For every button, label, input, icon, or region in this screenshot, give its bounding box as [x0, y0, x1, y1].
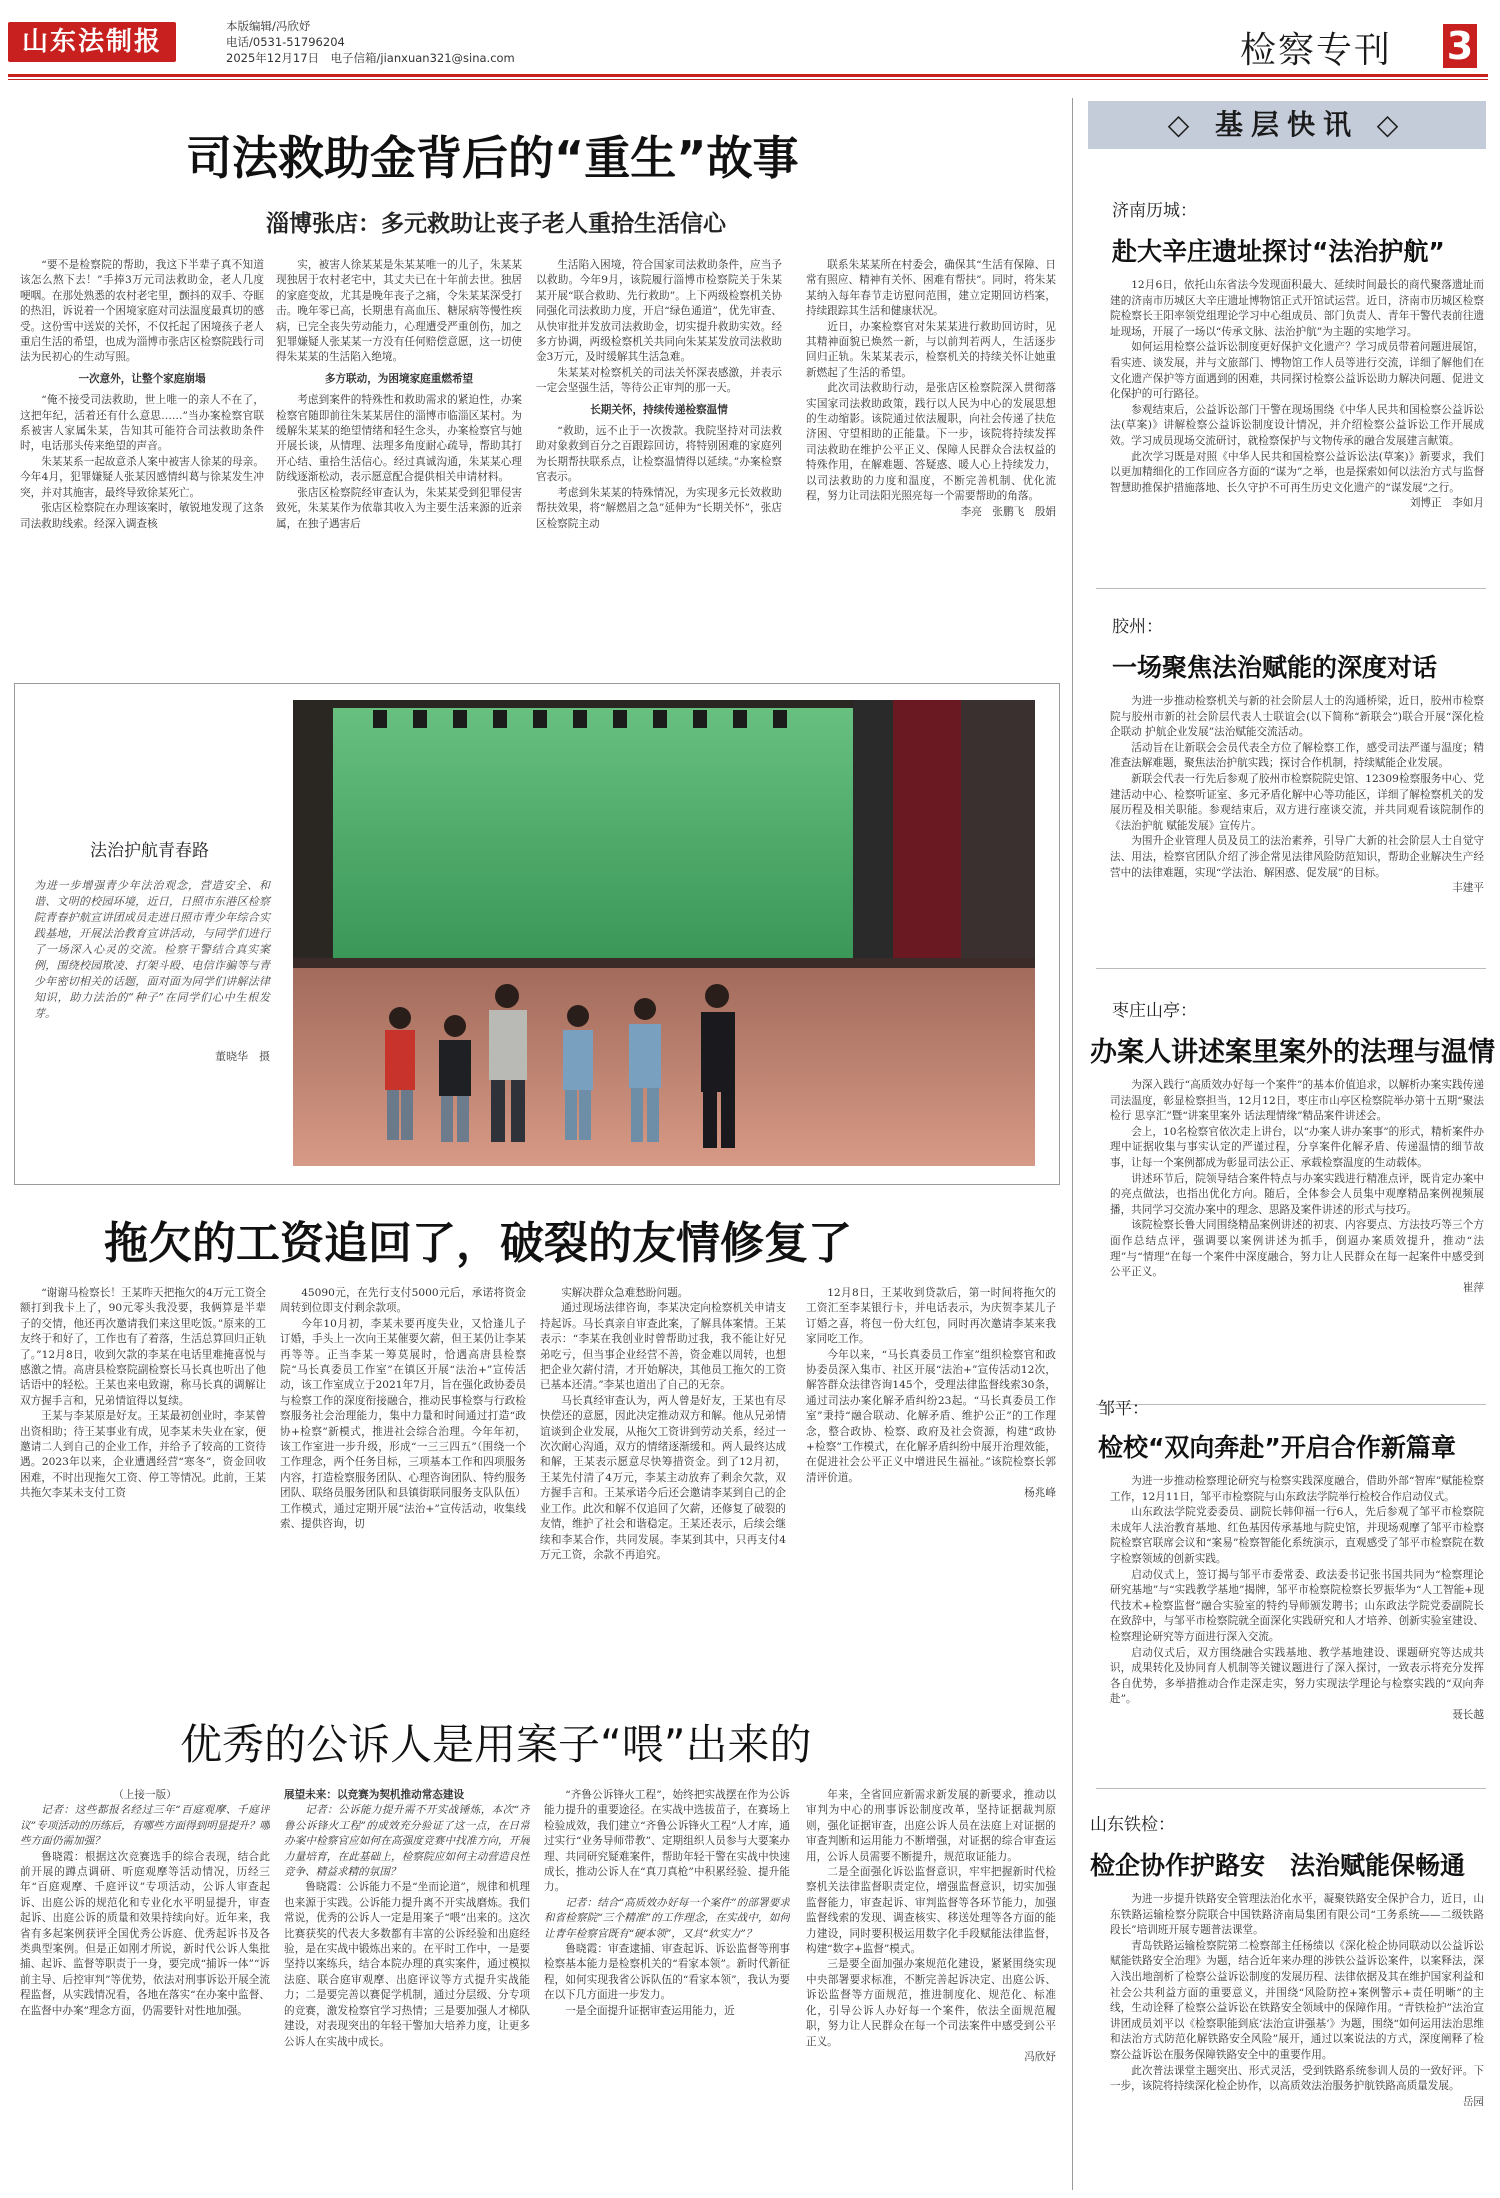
- sidebar-separator: [1096, 1404, 1486, 1405]
- story3-headline: 优秀的公诉人是用案子“喂”出来的: [180, 1720, 812, 1769]
- paragraph: 朱某某对检察机关的司法关怀深表感激，并表示一定会坚强生活，等待公正审判的那一天。: [536, 366, 782, 395]
- story3-column-4: [806, 1788, 1056, 2190]
- newspaper-logo: 山东法制报: [8, 22, 176, 62]
- byline: 冯欣妤: [1024, 2050, 1056, 2063]
- sidebar-item-body: [1110, 1078, 1484, 1398]
- sidebar-separator: [1096, 968, 1486, 969]
- story3-column-2: [284, 1788, 530, 2190]
- paragraph: 近日，办案检察官对朱某某进行救助回访时，见其精神面貌已焕然一新，与以前判若两人，生活逐步回归正轨。朱某某表示，检察机关的持续关怀让她重新燃起了生活的希望。: [806, 320, 1056, 379]
- paragraph: 为围升企业管理人员及员工的法治素养，引导广大新的社会阶层人士自觉守法、用法，检察官团队介绍了涉企常见法律风险防范知识，帮助企业解决生产经营中的法律难题，实现“学法治、解困惑、促发展”的目标。: [1110, 835, 1484, 879]
- sidebar-item-body: [1110, 1892, 1484, 2190]
- story3-column-1: [20, 1788, 270, 2190]
- answer: 鲁晓霞：公诉能力不是“坐而论道”，规律和机理也来源于实践。公诉能力提升离不开实战磨炼。我们常说，优秀的公诉人一定是用案子“喂”出来的。这次比赛获奖的代表大多数都有丰富的公诉经验和出庭经验，是在实战中锻炼出来的。在平时工作中，一是要坚持以案练兵，结合本院办理的真实案件，通过模拟法庭、联合庭审观摩、出庭评议等方式提升实战能力；二是要完善以赛促学机制，通过分层级、分专项的竞赛，激发检察官学习热情；三是要加强人才梯队建设，对表现突出的年轻干警加大培养力度，让更多公诉人在实战中成长。: [284, 1881, 530, 2048]
- paragraph: 此次普法课堂主题突出、形式灵活，受到铁路系统参训人员的一致好评。下一步，该院将持续深化检企协作，以高质效法治服务护航铁路高质量发展。: [1110, 2064, 1484, 2093]
- sidebar-label: ◇ 基层快讯 ◇: [1167, 108, 1407, 141]
- paragraph: 联系朱某某所在村委会，确保其“生活有保障、日常有照应、精神有关怀、困难有帮扶”。同时，将朱某某纳入每年春节走访慰问范围，建立定期回访档案，持续跟踪其生活和健康状况。: [806, 259, 1056, 318]
- paragraph: “俺不接受司法救助，世上唯一的亲人不在了，这把年纪，活着还有什么意思……”当办案检察官联系被害人家属朱某，告知其可能符合司法救助条件时，电话那头传来绝望的声音。: [20, 394, 264, 453]
- column-divider: [1072, 98, 1073, 2190]
- question: 记者：公诉能力提升需不开实战锤炼，本次“齐鲁公诉锋火工程”的成效充分验证了这一点，在日常办案中检察官应如何在高强度竞赛中找准方向，开展力量培育，在此基础上，检察院应如何主动营造良性竞争、精益求精的氛围？: [284, 1804, 530, 1879]
- paragraph: 新联会代表一行先后参观了胶州市检察院院史馆、12309检察服务中心、党建活动中心、检察听证室、多元矛盾化解中心等功能区，详细了解检察机关的发展历程及相关职能。参观结束后，双方进行座谈交流，并共同观看该院制作的《法治护航 赋能发展》宣传片。: [1110, 772, 1484, 832]
- paragraph: 如何运用检察公益诉讼制度更好保护文化遗产？学习成员带着问题进展馆，看实迹、谈发展，并与文旅部门、博物馆工作人员等进行交流，详细了解他们在文化遗产保护等方面遇到的困难，共同探讨检察公益诉讼助力解决问题、促进文化保护的可行路径。: [1110, 341, 1484, 401]
- section-subhead: 展望未来：以竞赛为契机推动常态建设: [284, 1789, 465, 1801]
- sidebar-item-title: 办案人讲述案里案外的法理与温情: [1090, 1037, 1495, 1068]
- paragraph: 王某与李某原是好友。王某最初创业时，李某曾出资相助；待王某事业有成，见李某未失业在家，便邀请二人到自己的企业工作，并给予了较高的工资待遇。2023年以来，企业遭遇经营“寒冬”，资金回收困难，不时出现拖欠工资、停工等情况。此前，王某共拖欠李某未支付工资: [20, 1410, 266, 1500]
- byline: 刘博正 李如月: [1409, 497, 1484, 510]
- section-subhead: 多方联动，为困境家庭重燃希望: [324, 372, 474, 385]
- header-rule: [8, 74, 1488, 77]
- answer: 二是全面强化诉讼监督意识，牢牢把握新时代检察机关法律监督职责定位，增强监督意识，切实加强监督能力，审查起诉、审判监督等各环节能力，加强监督线索的发现、调查核实、移送处理等各方面的能力建设，同时要积极运用数字化手段赋能法律监督，构建“数字+监督”模式。: [806, 1866, 1056, 1956]
- paragraph: 张店区检察院在办理该案时，敏锐地发现了这条司法救助线索。经深入调查核: [20, 502, 264, 530]
- story1-column-1: [20, 258, 264, 656]
- paragraph: 参观结束后，公益诉讼部门干警在现场围绕《中华人民共和国检察公益诉讼法(草案)》讲解检察公益诉讼制度设计情况，并介绍检察公益诉讼工作开展成效。学习成员现场交流研讨，就检察保护与文物传承的融合发展建言献策。: [1110, 403, 1484, 447]
- sidebar-item-title: 赴大辛庄遗址探讨“法治护航”: [1112, 237, 1445, 266]
- paragraph: 45090元，在先行支付5000元后，承诺将资金周转到位即支付剩余款项。: [280, 1287, 526, 1315]
- photo-byline: 董晓华 摄: [215, 1050, 270, 1063]
- paragraph: 张店区检察院经审查认为，朱某某受到犯罪侵害致死，朱某某作为依靠其收入为主要生活来源的近亲属，在独子遇害后: [276, 486, 522, 530]
- paragraph: “救助，远不止于一次拨款。我院坚持对司法救助对象救到百分之百跟踪回访，将特别困难的家庭列为长期帮扶联系点，让检察温情得以延续。”办案检察官表示。: [536, 425, 782, 484]
- paragraph: 通过现场法律咨询，李某决定向检察机关申请支持起诉。马长真亲自审查此案，了解具体案情。王某表示：“李某在我创业时曾帮助过我，我不能让好兄弟吃亏，但当事企业经营不善，资金难以周转，也想把企业欠薪付清，才开始解决，其他员工拖欠的工资已基本还清。”李某也道出了自己的无奈。: [540, 1302, 786, 1392]
- editor-line: 本版编辑/冯欣妤: [226, 19, 311, 33]
- paragraph: 12月6日，依托山东省法今发现面积最大、延续时间最长的商代聚落遗址而建的济南市历城区大辛庄遗址博物馆正式开馆试运营。近日，济南市历城区检察院检察长王阳率领党组理论学习中心组成员、部门负责人、青年干警代表前往遗址现场，开展了一场以“传承文脉、法治护航”为主题的实地学习。: [1110, 279, 1484, 338]
- paragraph: 为进一步推动检察理论研究与检察实践深度融合，借助外部“智库”赋能检察工作，12月11日，邹平市检察院与山东政法学院举行检校合作启动仪式。: [1110, 1475, 1484, 1503]
- paragraph: 考虑到朱某某的特殊情况，为实现多元长效救助帮扶效果，将“解燃眉之急”延伸为“长期关怀”，张店区检察院主动: [536, 486, 782, 530]
- section-subhead: 长期关怀，持续传递检察温情: [590, 403, 728, 416]
- sidebar-item-body: [1110, 278, 1484, 572]
- sidebar-item-title: 检校“双向奔赴”开启合作新篇章: [1098, 1433, 1456, 1462]
- paragraph: “要不是检察院的帮助，我这下半辈子真不知道该怎么熬下去！”手捧3万元司法救助金，老人几度哽咽。在那处熟悉的农村老宅里，颤抖的双手、夺眶的热泪，诉说着一个困境家庭对司法温度最真切的感受。这份雪中送炭的关怀，不仅托起了困境孩子老人重启生活的希望，也成为淄博市张店区检察院践行司法为民初心的生动写照。: [20, 259, 264, 364]
- paragraph: 朱某某系一起故意杀人案中被害人徐某的母亲。今年4月，犯罪嫌疑人张某因感情纠葛与徐某发生冲突，并对其施害，最终导致徐某死亡。: [20, 455, 264, 499]
- date-email-line: 2025年12月17日 电子信箱/jianxuan321@sina.com: [226, 51, 515, 65]
- story3-column-3: [544, 1788, 790, 2190]
- sidebar-item-location: 枣庄山亭：: [1112, 1001, 1197, 1021]
- paragraph: 为深入践行“高质效办好每一个案件”的基本价值追求，以解析办案实践传递司法温度，彰显检察担当，12月12日，枣庄市山亭区检察院举办第十五期“聚法检行 思享汇”暨“讲案里案外 话法理情缘”精品案件讲述会。: [1110, 1079, 1484, 1123]
- paragraph: 该院检察长鲁大同围绕精品案例讲述的初衷、内容要点、方法技巧等三个方面作总结点评，强调要以案例讲述为抓手，倒逼办案质效提升，推动“法理”与“情理”在每一个案件中深度融合，努力让人民群众在每一起案件中感受到公平正义。: [1110, 1219, 1484, 1279]
- sidebar-item-body: [1110, 694, 1484, 946]
- story2-headline: 拖欠的工资追回了，破裂的友情修复了: [104, 1218, 852, 1269]
- sidebar-item-location: 济南历城：: [1112, 201, 1197, 221]
- phone-line: 电话/0531-51796204: [226, 35, 345, 49]
- page-number: 3: [1443, 24, 1477, 68]
- paragraph: 会上，10名检察官依次走上讲台，以“办案人讲办案事”的形式，精析案件办理中证据收集与事实认定的严谨过程，分享案件化解矛盾、传递温情的细节故事，让每一个案例都成为彰显司法公正、承载检察温度的生动载体。: [1110, 1125, 1484, 1169]
- story2-column-1: [20, 1286, 266, 1636]
- byline: 聂长越: [1452, 1708, 1484, 1721]
- story2-column-2: [280, 1286, 526, 1636]
- paragraph: “谢谢马检察长！王某昨天把拖欠的4万元工资全额打到我卡上了，90元零头我没要，我俩算是半辈子的交情，他还再次邀请我们来这里吃饭。”原来的工友终于和好了，工作也有了着落，生活总算回归正轨了。”12月8日，收到欠款的李某在电话里难掩喜悦与感激之情。高唐县检察院副检察长马长真也听出了他话语中的轻松。王某也来电致谢，称马长真的调解让双方握手言和，兄弟情谊得以复续。: [20, 1287, 266, 1407]
- paragraph: 为进一步提升铁路安全管理法治化水平，凝聚铁路安全保护合力，近日，山东铁路运输检察分院联合中国铁路济南局集团有限公司“工务系统——二级铁路段长”培训班开展专题普法课堂。: [1110, 1893, 1484, 1937]
- answer: 一是全面提升证据审查运用能力，近: [565, 2004, 735, 2017]
- story1-subheadline: 淄博张店：多元救助让丧子老人重拾生活信心: [266, 211, 726, 237]
- paragraph: 实解决群众急难愁盼问题。: [561, 1287, 689, 1299]
- sidebar-item-title: 检企协作护路安 法治赋能保畅通: [1090, 1851, 1466, 1880]
- paragraph: 讲述环节后，院领导结合案件特点与办案实践进行精准点评，既肯定办案中的亮点做法，也指出优化方向。随后，全体参会人员集中观摩精品案例视频展播，共同学习交流办案中的理念、思路及案件讲述的形式与技巧。: [1110, 1172, 1484, 1216]
- paragraph: 山东政法学院党委委员、副院长韩仰福一行6人，先后参观了邹平市检察院未成年人法治教育基地、红色基因传承基地与院史馆，并现场观摩了邹平市检察院检察官联席会议和“案易”检察智能化系统演示，直观感受了邹平市检察院在数字检察领域的创新实践。: [1110, 1506, 1484, 1565]
- paragraph: 青岛铁路运输检察院第二检察部主任杨绩以《深化检企协同联动以公益诉讼赋能铁路安全治理》为题，结合近年来办理的涉铁公益诉讼案件，以案释法，深入浅出地剖析了检察公益诉讼制度的发展历程、法律依据及其在维护国家利益和社会公共利益方面的重要意义，并围绕“风险防控+案例警示+责任明晰”的主线，生动诠释了检察公益诉讼在铁路安全领域中的保障作用。“青铁检护”法治宣讲团成员刘平以《检察职能到底‘法治宣讲强基’》为题，围绕“如何运用法治思维和法治方式防范化解铁路安全风险”展开，通过以案说法的方式，深度阐释了检察公益诉讼在服务保障铁路安全中的重要作用。: [1110, 1939, 1484, 2061]
- continuation-note: （上接一版）: [113, 1789, 177, 1801]
- photo-caption-title: 法治护航青春路: [90, 841, 209, 861]
- section-title: 检察专刊: [1240, 30, 1393, 71]
- paragraph: 启动仪式上，签订揭与邹平市委常委、政法委书记张书国共同为“检察理论研究基地”与“实践教学基地”揭牌，邹平市检察院检察长罗振华为“人工智能+现代技术+检察监督”融合实验室的特约导师颁发聘书；山东政法学院党委副院长在致辞中，与邹平市检察院就全面深化实践研究和人才培养、创新实验室建设、检察理论研究等方面进行深入交流。: [1110, 1568, 1484, 1643]
- stage-photo: [293, 700, 1035, 1166]
- sidebar-item-body: [1110, 1474, 1484, 1760]
- paragraph: 12月8日，王某收到贷款后，第一时间将拖欠的工资汇至李某银行卡，并电话表示，为庆贺李某儿子订婚之喜，将包一份大红包，同时再次邀请李某来我家同吃工作。: [806, 1287, 1056, 1346]
- sidebar-separator: [1096, 588, 1486, 589]
- masthead-meta: [226, 18, 515, 66]
- sidebar-separator: [1096, 1788, 1486, 1789]
- answer: 三是要全面加强办案规范化建设，紧紧围绕实现中央部署要求标准，不断完善起诉决定、出庭公诉、诉讼监督等方面规范，推进制度化、规范化、标准化，引导公诉人办好每一个案件，依法全面规范履职，努力让人民群众在每一个司法案件中感受到公平正义。: [806, 1958, 1056, 2048]
- story1-headline: 司法救助金背后的“重生”故事: [186, 131, 799, 185]
- paragraph: 启动仪式后，双方围绕融合实践基地、教学基地建设、课题研究等达成共识，成果转化及协同育人机制等关键议题进行了深入探讨，一致表示将充分发挥各自优势，多举措推动合作走深走实，努力实现法学理论与检察实践的“双向奔赴”。: [1110, 1646, 1484, 1706]
- paragraph: 今年以来，“马长真委员工作室”组织检察官和政协委员深入集市、社区开展“法治+”宣传活动12次，解答群众法律咨询145个，受理法律监督线索30条，通过司法办案化解矛盾纠纷23起。“马长真委员工作室”秉持“融合联动、化解矛盾、维护公正”的工作理念，整合政协、检察、政府及社会资源，构建“政协+检察”工作模式，在化解矛盾纠纷中展开治理效能，在促进社会公平正义中增进民生福祉。”该院检察长郭清评价道。: [806, 1348, 1056, 1484]
- sidebar-item-location: 邹平：: [1098, 1399, 1149, 1419]
- paragraph: 此次司法救助行动，是张店区检察院深入贯彻落实国家司法救助政策，践行以人民为中心的发展思想的生动缩影。该院通过依法履职，向社会传递了扶危济困、守望相助的正能量。下一步，该院将持续发挥司法救助在维护公平正义、保障人民群众合法权益的特殊作用，在解难题、答疑惑、暖人心上持续发力，以司法救助的力度和温度，不断完善机制、优化流程，努力让司法阳光照亮每一个需要帮助的角落。: [806, 382, 1056, 503]
- byline: 丰建平: [1452, 882, 1484, 895]
- photo-caption-text: 为进一步增强青少年法治观念，营造安全、和谐、文明的校园环境，近日，日照市东港区检察院青春护航宣讲团成员走进日照市青少年综合实践基地，开展法治教育宣讲活动，与同学们进行了一场深入心灵的交流。检察干警结合真实案例，围绕校园欺凌、打架斗殴、电信诈骗等与青少年密切相关的话题，面对面为同学们讲解法律知识，助力法治的“种子”在同学们心中生根发芽。: [34, 879, 270, 1020]
- paragraph: 实，被害人徐某某是朱某某唯一的儿子，朱某某现独居于农村老宅中，其丈夫已在十年前去世。独居的家庭变故，尤其是晚年丧子之痛，令朱某某深受打击。晚年零已高，长期患有高血压、糖尿病等慢性疾病，已完全丧失劳动能力，心理遭受严重创伤，加之犯罪嫌疑人张某某一方没有任何赔偿意愿，这一切使得朱某某的生活陷入绝境。: [276, 259, 522, 364]
- sidebar-item-location: 山东铁检：: [1090, 1815, 1175, 1835]
- paragraph: 为进一步推动检察机关与新的社会阶层人士的沟通桥梁，近日，胶州市检察院与胶州市新的社会阶层代表人士联谊会(以下简称“新联会”)联合开展“深化检企联动 护航企业发展”法治赋能交流活动。: [1110, 695, 1484, 739]
- paragraph: 今年10月初，李某未要再度失业，又恰逢儿子订婚，手头上一次向王某催要欠薪，但王某仍让李某再等等。正当李某一筹莫展时，恰遇高唐县检察院“马长真委员工作室”在镇区开展“法治+”宣传活动，该工作室成立于2021年7月，旨在强化政协委员与检察工作的深度衔接融合，推动民事检察与行政检察服务社会治理能力，集中力量和时间通过打造“政协+检察”新模式，推进社会综合治理。今年年初，该工作室进一步升级，形成“一三三四五”（围绕一个工作理念，两个任务目标，三项基本工作和四项服务内容，打造检察服务团队、心理咨询团队、特约服务团队、联络员服务团队和县镇街联同服务支队队伍）工作模式，通过定期开展“法治+”宣传活动，收集线索、提供咨询，切: [280, 1317, 526, 1531]
- story2-column-3: [540, 1286, 786, 1636]
- section-subhead: 一次意外，让整个家庭崩塌: [78, 372, 206, 385]
- answer: 年来，全省回应新需求新发展的新要求，推动以审判为中心的刑事诉讼制度改革，坚持证据裁判原则，强化证据审查，出庭公诉人员在法庭上对证据的审查判断和运用能力不断增强，对证据的综合审查运用，公诉人员需要不断提升，规范取证能力。: [806, 1789, 1056, 1863]
- story1-column-4: [806, 258, 1056, 656]
- header-rule-thin: [8, 79, 1488, 80]
- answer: “齐鲁公诉锋火工程”，始终把实战摆在作为公诉能力提升的重要途径。在实战中选拔苗子，在赛场上检验成效，我们建立“齐鲁公诉锋火工程”人才库，通过实行“业务导师带教”、定期组织人员参与大要案办理、共同研究疑难案件，帮助年轻干警在实战中快速成长，推动公诉人在“真刀真枪”中积累经验、提升能力。: [544, 1789, 790, 1894]
- question: 记者：这些都报名经过三年“百庭观摩、千庭评议”专项活动的历练后，有哪些方面得到明显提升？哪些方面仍需加强？: [20, 1804, 270, 1848]
- answer: 鲁晓霞：根据这次竞赛选手的综合表现，结合此前开展的蹲点调研、听庭观摩等活动情况，历经三年“百庭观摩、千庭评议”专项活动，公诉人审查起诉、出庭公诉的规范化和专业化水平明显提升，审查起诉、出庭公诉的质量和效果持续向好。近年来，我省有多起案例获评全国优秀公诉庭、优秀起诉书及各类典型案例。但是正如刚才所说，新时代公诉人集批捕、起诉、监督等职责于一身，要完成“捕诉一体”“诉前主导、后控审判”等优势，依法对刑事诉讼开展全流程监督，从实践情况看，各地在落实“在办案中监督、在监督中办案”理念方面，仍需要针对性地加强。: [20, 1850, 270, 2017]
- question: 记者：结合“高质效办好每一个案件”的部署要求和省检察院“三个精准”的工作理念，在实战中，如何让青年检察官既有“硬本领”，又具“软实力”？: [544, 1896, 790, 1940]
- paragraph: 生活陷入困境，符合国家司法救助条件，应当予以救助。今年9月，该院履行淄博市检察院关于朱某某开展“联合救助、先行救助”。上下两级检察机关协同强化司法救助力度，开启“绿色通道”，优先审查、从快审批并发放司法救助金，切实提升救助实效。经多方协调，两级检察机关共同向朱某某发放司法救助金3万元，及时缓解其生活急难。: [536, 259, 782, 364]
- story1-column-3: [536, 258, 782, 656]
- sidebar-item-title: 一场聚焦法治赋能的深度对话: [1112, 653, 1438, 682]
- sidebar-item-location: 胶州：: [1112, 617, 1163, 637]
- byline: 崔萍: [1462, 1281, 1484, 1294]
- answer: 鲁晓霞：审查逮捕、审查起诉、诉讼监督等刑事检察基本能力是检察机关的“看家本领”。新时代新征程，如何实现我省公诉队伍的“看家本领”，我认为要在以下几方面进一步发力。: [544, 1943, 790, 2002]
- paragraph: 此次学习既是对照《中华人民共和国检察公益诉讼法(草案)》新要求，我们以更加精细化的工作回应各方面的“谋为”之举，也是探索如何以法治方式与监督智慧助推保护措施落地、长久守护不可再生历史文化遗产的“谋发展”之行。: [1110, 450, 1484, 494]
- byline: 杨兆峰: [1024, 1487, 1056, 1500]
- story1-column-2: [276, 258, 522, 656]
- paragraph: 考虑到案件的特殊性和救助需求的紧迫性，办案检察官随即前往朱某某居住的淄博市临淄区某村。为缓解朱某某的绝望情绪和轻生念头，办案检察官与她开展长谈，从情理、法理多角度耐心疏导，帮助其打开心结、重拾生活信心。经过真诚沟通，朱某某心理防线逐渐松动，表示愿意配合提供相关申请材料。: [276, 394, 522, 484]
- story2-column-4: [806, 1286, 1056, 1636]
- byline: 李亮 张鹏飞 殷娟: [960, 505, 1056, 518]
- paragraph: 活动旨在让新联会会员代表全方位了解检察工作，感受司法严谨与温度；精准查法解难题，聚焦法治护航实践；探讨合作机制，持续赋能企业发展。: [1110, 741, 1484, 770]
- byline: 岳园: [1462, 2095, 1484, 2108]
- paragraph: 马长真经审查认为，两人曾是好友，王某也有尽快偿还的意愿，因此决定推动双方和解。他从兄弟情谊谈到企业发展，从拖欠工资讲到劳动关系，经过一次次耐心沟通，双方的情绪逐渐缓和。两人最终达成和解，王某表示愿意尽快筹措资金。到了12月初，王某先付清了4万元，李某主动放弃了剩余欠款，双方握手言和。王某承诺今后还会邀请李某到自己的企业工作。此次和解不仅追回了欠薪，还修复了破裂的友情，维护了社会和谐稳定。王某还表示，后续会继续和李某合作，共同发展。李某到其中，只再支付4万元工资，余款不再追究。: [540, 1394, 786, 1561]
